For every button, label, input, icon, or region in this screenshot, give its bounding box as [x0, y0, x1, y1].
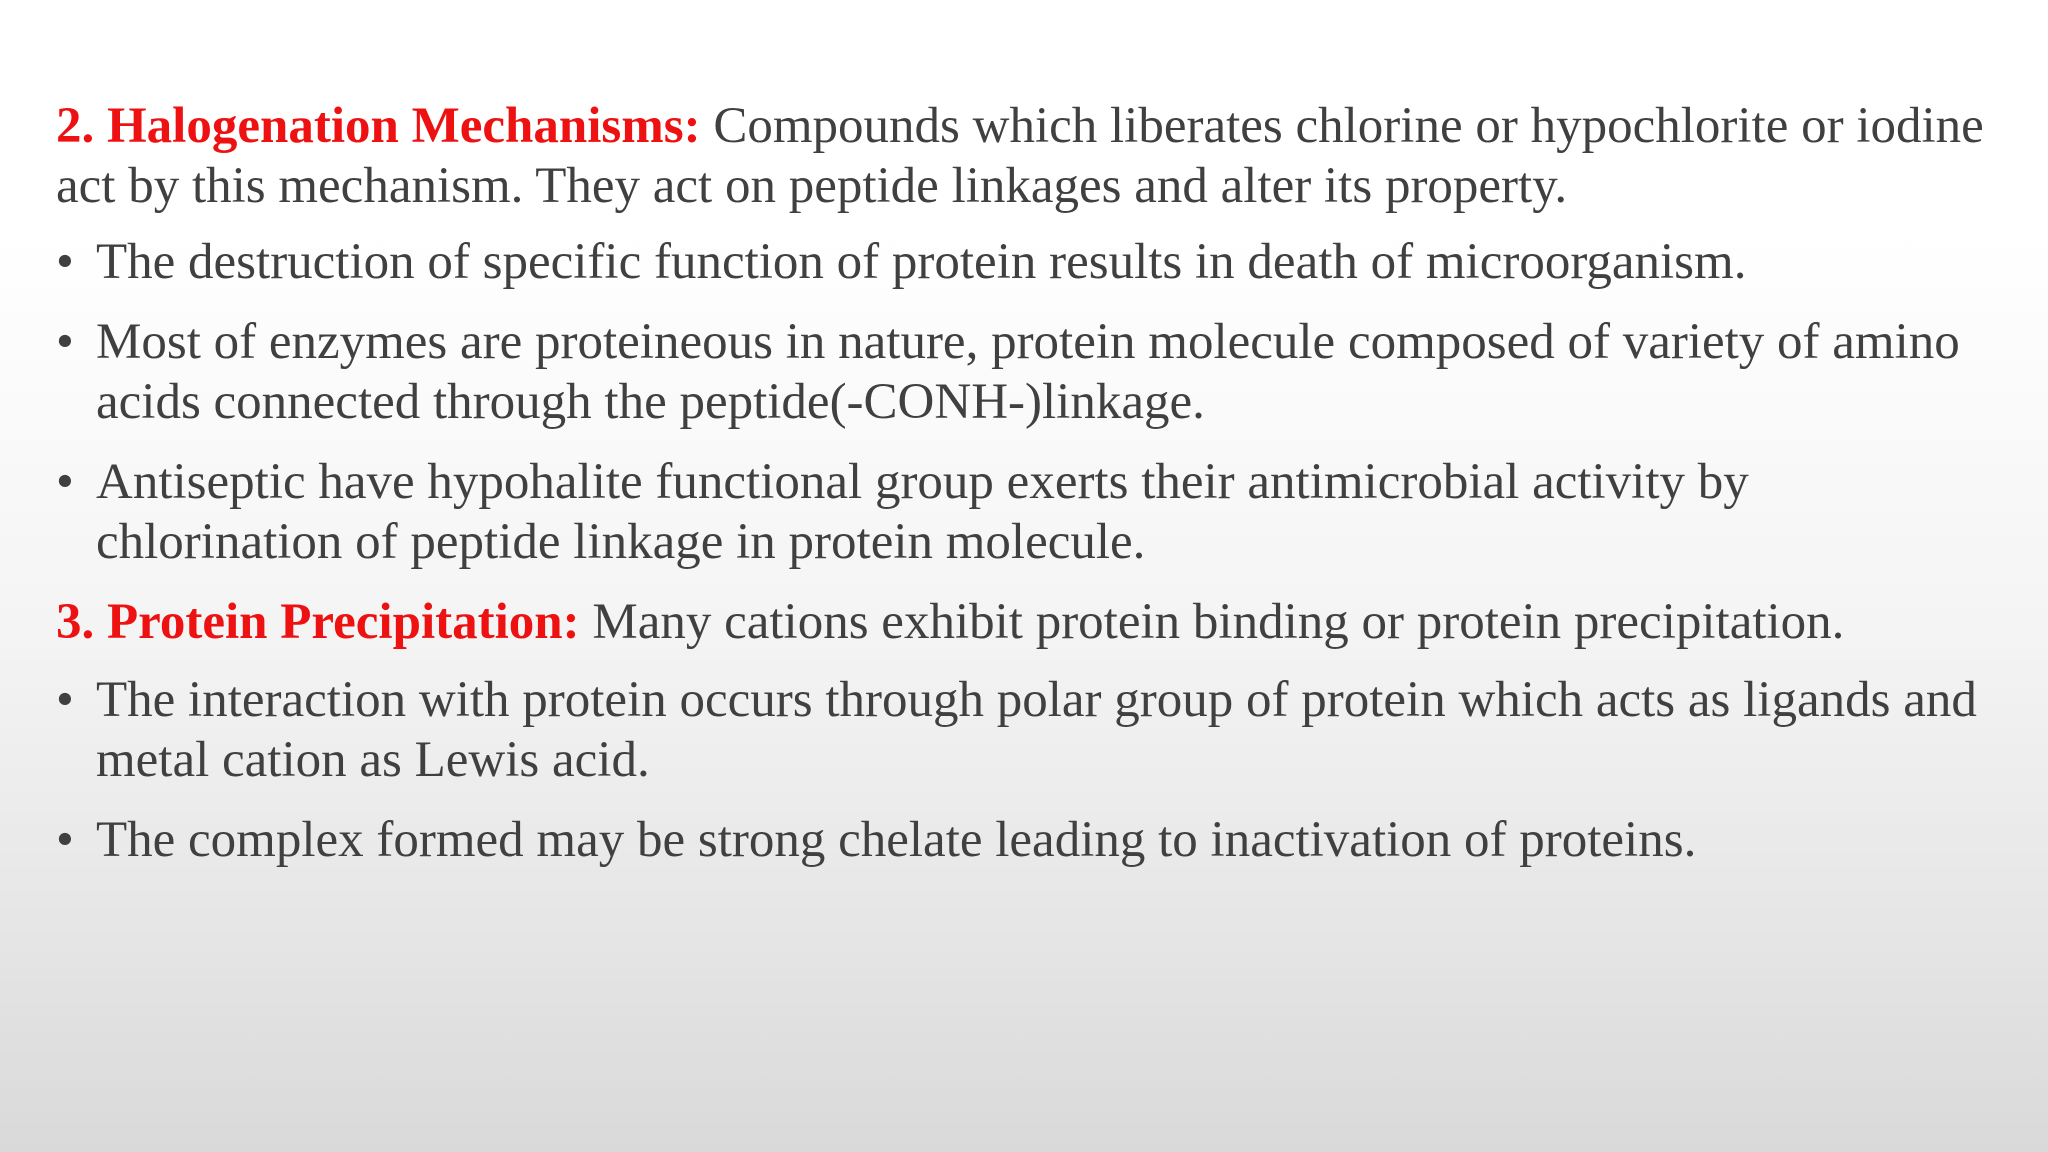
bullet-item: [56, 452, 1996, 572]
bullet-text: Most of enzymes are proteineous in nature, protein molecule composed of variety of amino acids connected through the peptide(-CONH-)linkage.: [96, 314, 1960, 430]
bullet-list: [56, 670, 1996, 870]
section-heading: 3. Protein Precipitation:: [56, 594, 580, 650]
bullet-text: The complex formed may be strong chelate leading to inactivation of proteins.: [96, 812, 1697, 868]
bullet-text: The interaction with protein occurs through polar group of protein which acts as ligands and metal cation as Lewis acid.: [96, 672, 1977, 788]
section-halogenation: [56, 96, 1996, 216]
bullet-item: [56, 810, 1996, 870]
section-text: Compounds which liberates chlorine or hypochlorite or iodine act by this mechanism. They act on peptide linkages and alter its property.: [56, 98, 1984, 214]
bullet-icon: •: [56, 234, 74, 290]
bullet-text: The destruction of specific function of protein results in death of microorganism.: [96, 234, 1747, 290]
section-protein-precipitation: [56, 592, 1996, 652]
bullet-item: [56, 312, 1996, 432]
bullet-icon: •: [56, 812, 74, 868]
bullet-item: [56, 670, 1996, 790]
bullet-list: [56, 232, 1996, 572]
bullet-icon: •: [56, 454, 74, 510]
bullet-item: [56, 232, 1996, 292]
section-heading: 2. Halogenation Mechanisms:: [56, 98, 701, 154]
slide-content: [56, 96, 1996, 870]
bullet-icon: •: [56, 314, 74, 370]
section-text: Many cations exhibit protein binding or protein precipitation.: [592, 594, 1845, 650]
bullet-icon: •: [56, 672, 74, 728]
bullet-text: Antiseptic have hypohalite functional group exerts their antimicrobial activity by chlorination of peptide linkage in protein molecule.: [96, 454, 1749, 570]
